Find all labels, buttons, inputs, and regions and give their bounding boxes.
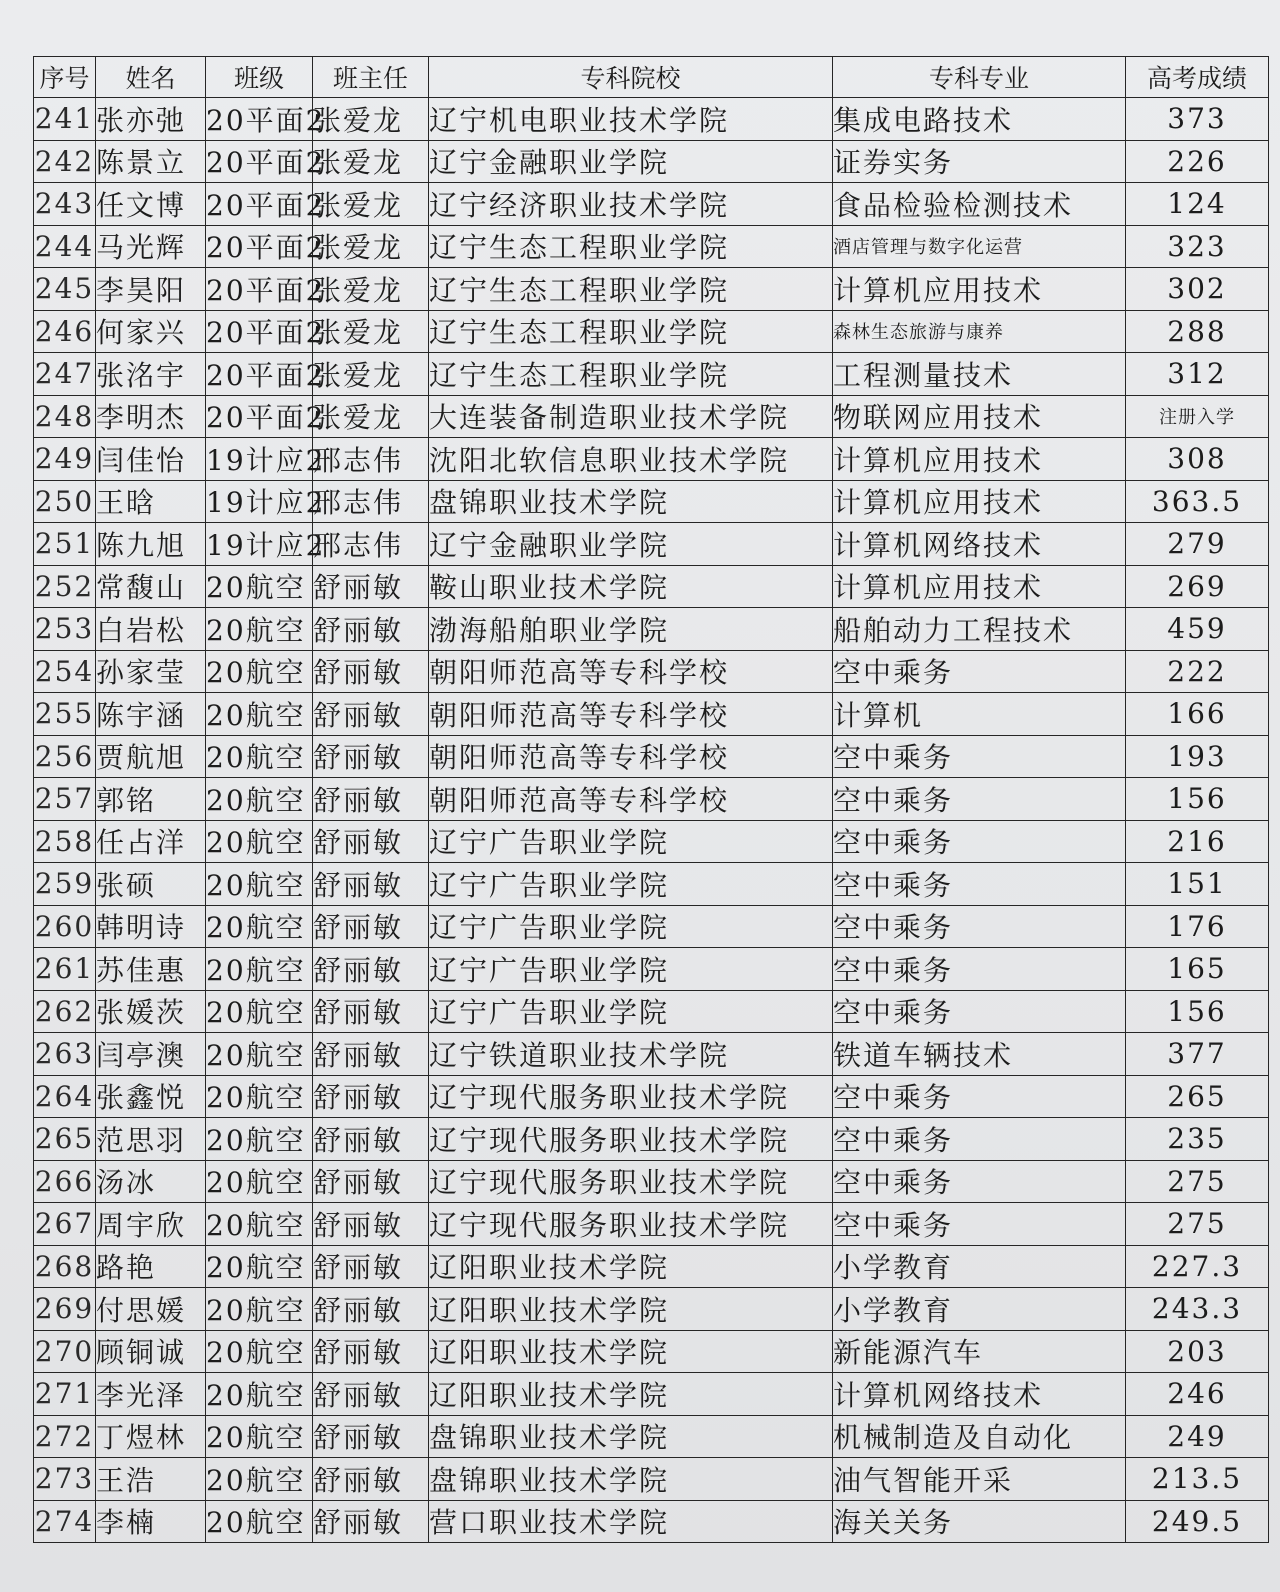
score-cell: 151 (1126, 863, 1269, 906)
seq-cell: 267 (34, 1203, 96, 1246)
college-cell: 辽宁金融职业学院 (429, 523, 833, 566)
class-cell: 20航空 (206, 1160, 313, 1203)
class-cell: 20平面2 (206, 225, 313, 268)
score-cell: 226 (1126, 140, 1269, 183)
student-name-cell: 丁煜林 (96, 1415, 206, 1458)
student-name-cell: 李明杰 (96, 395, 206, 438)
class-cell: 20航空 (206, 1075, 313, 1118)
college-cell: 辽宁生态工程职业学院 (429, 353, 833, 396)
score-cell: 249.5 (1126, 1500, 1269, 1543)
seq-cell: 243 (34, 183, 96, 226)
class-cell: 20航空 (206, 820, 313, 863)
class-cell: 20航空 (206, 1415, 313, 1458)
major-cell: 空中乘务 (833, 1118, 1126, 1161)
class-cell: 20航空 (206, 1203, 313, 1246)
student-name-cell: 贾航旭 (96, 735, 206, 778)
major-cell: 空中乘务 (833, 1203, 1126, 1246)
table-row (34, 735, 1269, 778)
college-cell: 辽宁现代服务职业技术学院 (429, 1075, 833, 1118)
major-cell: 铁道车辆技术 (833, 1033, 1126, 1076)
student-name-cell: 王晗 (96, 480, 206, 523)
teacher-cell: 张爱龙 (313, 225, 429, 268)
table-body (34, 98, 1269, 1543)
class-cell: 19计应2 (206, 480, 313, 523)
table-row (34, 948, 1269, 991)
student-name-cell: 顾铜诚 (96, 1330, 206, 1373)
college-cell: 辽宁金融职业学院 (429, 140, 833, 183)
seq-cell: 259 (34, 863, 96, 906)
college-cell: 辽宁广告职业学院 (429, 863, 833, 906)
major-cell: 空中乘务 (833, 1160, 1126, 1203)
student-name-cell: 陈宇涵 (96, 693, 206, 736)
student-name-cell: 张亦弛 (96, 98, 206, 141)
seq-cell: 262 (34, 990, 96, 1033)
table-header-row (34, 57, 1269, 98)
score-cell: 213.5 (1126, 1458, 1269, 1501)
score-cell: 243.3 (1126, 1288, 1269, 1331)
student-name-cell: 张媛茨 (96, 990, 206, 1033)
student-name-cell: 何家兴 (96, 310, 206, 353)
college-cell: 辽宁生态工程职业学院 (429, 225, 833, 268)
teacher-cell: 舒丽敏 (313, 1288, 429, 1331)
class-cell: 20平面2 (206, 268, 313, 311)
major-cell: 空中乘务 (833, 905, 1126, 948)
major-cell: 空中乘务 (833, 990, 1126, 1033)
table-row (34, 98, 1269, 141)
teacher-cell: 舒丽敏 (313, 1373, 429, 1416)
college-cell: 盘锦职业技术学院 (429, 480, 833, 523)
score-cell: 193 (1126, 735, 1269, 778)
major-cell: 空中乘务 (833, 820, 1126, 863)
college-cell: 鞍山职业技术学院 (429, 565, 833, 608)
header-class: 班级 (206, 57, 313, 98)
table-row (34, 1203, 1269, 1246)
college-cell: 辽宁生态工程职业学院 (429, 310, 833, 353)
admission-table (33, 56, 1269, 1543)
table-row (34, 565, 1269, 608)
seq-cell: 265 (34, 1118, 96, 1161)
student-name-cell: 韩明诗 (96, 905, 206, 948)
teacher-cell: 舒丽敏 (313, 608, 429, 651)
major-cell: 空中乘务 (833, 735, 1126, 778)
class-cell: 20航空 (206, 1118, 313, 1161)
student-name-cell: 张硕 (96, 863, 206, 906)
table-row (34, 523, 1269, 566)
major-cell: 计算机应用技术 (833, 268, 1126, 311)
class-cell: 20航空 (206, 735, 313, 778)
seq-cell: 242 (34, 140, 96, 183)
header-name: 姓名 (96, 57, 206, 98)
major-cell: 空中乘务 (833, 778, 1126, 821)
college-cell: 朝阳师范高等专科学校 (429, 693, 833, 736)
student-name-cell: 郭铭 (96, 778, 206, 821)
class-cell: 20航空 (206, 1373, 313, 1416)
table-row (34, 863, 1269, 906)
teacher-cell: 张爱龙 (313, 310, 429, 353)
major-cell: 食品检验检测技术 (833, 183, 1126, 226)
class-cell: 20航空 (206, 905, 313, 948)
class-cell: 20航空 (206, 863, 313, 906)
seq-cell: 250 (34, 480, 96, 523)
college-cell: 朝阳师范高等专科学校 (429, 735, 833, 778)
major-cell: 工程测量技术 (833, 353, 1126, 396)
seq-cell: 271 (34, 1373, 96, 1416)
seq-cell: 272 (34, 1415, 96, 1458)
table-row (34, 820, 1269, 863)
major-cell: 森林生态旅游与康养 (833, 310, 1126, 353)
score-cell: 注册入学 (1126, 395, 1269, 438)
table-row (34, 1288, 1269, 1331)
major-cell: 油气智能开采 (833, 1458, 1126, 1501)
teacher-cell: 舒丽敏 (313, 990, 429, 1033)
score-cell: 222 (1126, 650, 1269, 693)
class-cell: 20航空 (206, 990, 313, 1033)
class-cell: 20航空 (206, 650, 313, 693)
teacher-cell: 舒丽敏 (313, 905, 429, 948)
major-cell: 计算机 (833, 693, 1126, 736)
class-cell: 20航空 (206, 948, 313, 991)
student-name-cell: 路艳 (96, 1245, 206, 1288)
seq-cell: 247 (34, 353, 96, 396)
score-cell: 156 (1126, 778, 1269, 821)
score-cell: 275 (1126, 1203, 1269, 1246)
score-cell: 302 (1126, 268, 1269, 311)
major-cell: 空中乘务 (833, 948, 1126, 991)
major-cell: 计算机应用技术 (833, 438, 1126, 481)
major-cell: 空中乘务 (833, 1075, 1126, 1118)
table-row (34, 310, 1269, 353)
college-cell: 辽阳职业技术学院 (429, 1330, 833, 1373)
teacher-cell: 舒丽敏 (313, 1500, 429, 1543)
seq-cell: 248 (34, 395, 96, 438)
class-cell: 19计应2 (206, 523, 313, 566)
student-name-cell: 任占洋 (96, 820, 206, 863)
score-cell: 216 (1126, 820, 1269, 863)
student-name-cell: 闫亭澳 (96, 1033, 206, 1076)
table-row (34, 480, 1269, 523)
student-name-cell: 马光辉 (96, 225, 206, 268)
class-cell: 20航空 (206, 565, 313, 608)
table-row (34, 1458, 1269, 1501)
table-row (34, 1033, 1269, 1076)
table-row (34, 990, 1269, 1033)
student-name-cell: 孙家莹 (96, 650, 206, 693)
class-cell: 20航空 (206, 1033, 313, 1076)
teacher-cell: 张爱龙 (313, 140, 429, 183)
seq-cell: 252 (34, 565, 96, 608)
seq-cell: 270 (34, 1330, 96, 1373)
class-cell: 20航空 (206, 778, 313, 821)
student-name-cell: 李光泽 (96, 1373, 206, 1416)
seq-cell: 261 (34, 948, 96, 991)
score-cell: 275 (1126, 1160, 1269, 1203)
student-name-cell: 汤冰 (96, 1160, 206, 1203)
class-cell: 20平面2 (206, 395, 313, 438)
table-row (34, 268, 1269, 311)
college-cell: 辽阳职业技术学院 (429, 1245, 833, 1288)
student-name-cell: 陈九旭 (96, 523, 206, 566)
major-cell: 计算机网络技术 (833, 523, 1126, 566)
header-teacher: 班主任 (313, 57, 429, 98)
table-row (34, 1415, 1269, 1458)
teacher-cell: 舒丽敏 (313, 735, 429, 778)
table-row (34, 650, 1269, 693)
student-name-cell: 闫佳怡 (96, 438, 206, 481)
table-row (34, 183, 1269, 226)
table-row (34, 140, 1269, 183)
table-row (34, 1075, 1269, 1118)
score-cell: 308 (1126, 438, 1269, 481)
student-name-cell: 王浩 (96, 1458, 206, 1501)
class-cell: 20平面2 (206, 140, 313, 183)
score-cell: 124 (1126, 183, 1269, 226)
score-cell: 288 (1126, 310, 1269, 353)
seq-cell: 264 (34, 1075, 96, 1118)
major-cell: 小学教育 (833, 1288, 1126, 1331)
table-row (34, 1330, 1269, 1373)
major-cell: 空中乘务 (833, 863, 1126, 906)
score-cell: 377 (1126, 1033, 1269, 1076)
seq-cell: 257 (34, 778, 96, 821)
major-cell: 小学教育 (833, 1245, 1126, 1288)
class-cell: 20航空 (206, 1500, 313, 1543)
student-name-cell: 常馥山 (96, 565, 206, 608)
class-cell: 19计应2 (206, 438, 313, 481)
seq-cell: 241 (34, 98, 96, 141)
class-cell: 20航空 (206, 693, 313, 736)
seq-cell: 268 (34, 1245, 96, 1288)
seq-cell: 266 (34, 1160, 96, 1203)
major-cell: 计算机应用技术 (833, 480, 1126, 523)
score-cell: 235 (1126, 1118, 1269, 1161)
teacher-cell: 舒丽敏 (313, 1245, 429, 1288)
seq-cell: 246 (34, 310, 96, 353)
teacher-cell: 张爱龙 (313, 183, 429, 226)
college-cell: 辽宁机电职业技术学院 (429, 98, 833, 141)
score-cell: 227.3 (1126, 1245, 1269, 1288)
college-cell: 辽宁现代服务职业技术学院 (429, 1118, 833, 1161)
college-cell: 朝阳师范高等专科学校 (429, 650, 833, 693)
score-cell: 312 (1126, 353, 1269, 396)
major-cell: 酒店管理与数字化运营 (833, 225, 1126, 268)
seq-cell: 254 (34, 650, 96, 693)
seq-cell: 253 (34, 608, 96, 651)
table-row (34, 1373, 1269, 1416)
teacher-cell: 舒丽敏 (313, 948, 429, 991)
class-cell: 20航空 (206, 1245, 313, 1288)
class-cell: 20平面2 (206, 353, 313, 396)
student-name-cell: 李昊阳 (96, 268, 206, 311)
table-row (34, 1245, 1269, 1288)
teacher-cell: 邢志伟 (313, 523, 429, 566)
seq-cell: 260 (34, 905, 96, 948)
seq-cell: 269 (34, 1288, 96, 1331)
teacher-cell: 张爱龙 (313, 98, 429, 141)
seq-cell: 244 (34, 225, 96, 268)
college-cell: 辽阳职业技术学院 (429, 1288, 833, 1331)
table-row (34, 353, 1269, 396)
table-row (34, 905, 1269, 948)
seq-cell: 245 (34, 268, 96, 311)
student-name-cell: 范思羽 (96, 1118, 206, 1161)
college-cell: 沈阳北软信息职业技术学院 (429, 438, 833, 481)
teacher-cell: 舒丽敏 (313, 1458, 429, 1501)
teacher-cell: 张爱龙 (313, 353, 429, 396)
score-cell: 203 (1126, 1330, 1269, 1373)
college-cell: 朝阳师范高等专科学校 (429, 778, 833, 821)
college-cell: 辽宁广告职业学院 (429, 948, 833, 991)
college-cell: 渤海船舶职业学院 (429, 608, 833, 651)
seq-cell: 258 (34, 820, 96, 863)
college-cell: 辽阳职业技术学院 (429, 1373, 833, 1416)
table-row (34, 608, 1269, 651)
score-cell: 176 (1126, 905, 1269, 948)
college-cell: 辽宁经济职业技术学院 (429, 183, 833, 226)
score-cell: 156 (1126, 990, 1269, 1033)
student-name-cell: 陈景立 (96, 140, 206, 183)
student-name-cell: 张鑫悦 (96, 1075, 206, 1118)
table-row (34, 395, 1269, 438)
table-row (34, 438, 1269, 481)
college-cell: 辽宁广告职业学院 (429, 820, 833, 863)
major-cell: 机械制造及自动化 (833, 1415, 1126, 1458)
class-cell: 20平面2 (206, 183, 313, 226)
table-row (34, 693, 1269, 736)
score-cell: 166 (1126, 693, 1269, 736)
teacher-cell: 舒丽敏 (313, 693, 429, 736)
student-name-cell: 张洺宇 (96, 353, 206, 396)
score-cell: 459 (1126, 608, 1269, 651)
teacher-cell: 舒丽敏 (313, 1415, 429, 1458)
college-cell: 盘锦职业技术学院 (429, 1415, 833, 1458)
teacher-cell: 邢志伟 (313, 480, 429, 523)
major-cell: 计算机网络技术 (833, 1373, 1126, 1416)
seq-cell: 256 (34, 735, 96, 778)
table-row (34, 225, 1269, 268)
class-cell: 20平面2 (206, 98, 313, 141)
college-cell: 辽宁现代服务职业技术学院 (429, 1160, 833, 1203)
seq-cell: 274 (34, 1500, 96, 1543)
student-name-cell: 周宇欣 (96, 1203, 206, 1246)
teacher-cell: 舒丽敏 (313, 1118, 429, 1161)
major-cell: 新能源汽车 (833, 1330, 1126, 1373)
teacher-cell: 张爱龙 (313, 268, 429, 311)
teacher-cell: 张爱龙 (313, 395, 429, 438)
score-cell: 269 (1126, 565, 1269, 608)
college-cell: 辽宁铁道职业技术学院 (429, 1033, 833, 1076)
college-cell: 辽宁生态工程职业学院 (429, 268, 833, 311)
score-cell: 249 (1126, 1415, 1269, 1458)
teacher-cell: 舒丽敏 (313, 1160, 429, 1203)
class-cell: 20航空 (206, 608, 313, 651)
student-name-cell: 任文博 (96, 183, 206, 226)
table-row (34, 1500, 1269, 1543)
seq-cell: 251 (34, 523, 96, 566)
major-cell: 空中乘务 (833, 650, 1126, 693)
teacher-cell: 舒丽敏 (313, 863, 429, 906)
score-cell: 246 (1126, 1373, 1269, 1416)
teacher-cell: 舒丽敏 (313, 1203, 429, 1246)
score-cell: 323 (1126, 225, 1269, 268)
header-major: 专科专业 (833, 57, 1126, 98)
teacher-cell: 舒丽敏 (313, 1330, 429, 1373)
score-cell: 363.5 (1126, 480, 1269, 523)
teacher-cell: 邢志伟 (313, 438, 429, 481)
college-cell: 大连装备制造职业技术学院 (429, 395, 833, 438)
major-cell: 船舶动力工程技术 (833, 608, 1126, 651)
table-row (34, 778, 1269, 821)
class-cell: 20航空 (206, 1330, 313, 1373)
major-cell: 海关关务 (833, 1500, 1126, 1543)
score-cell: 279 (1126, 523, 1269, 566)
student-name-cell: 苏佳惠 (96, 948, 206, 991)
score-cell: 165 (1126, 948, 1269, 991)
class-cell: 20平面2 (206, 310, 313, 353)
teacher-cell: 舒丽敏 (313, 565, 429, 608)
seq-cell: 263 (34, 1033, 96, 1076)
header-school: 专科院校 (429, 57, 833, 98)
score-cell: 373 (1126, 98, 1269, 141)
major-cell: 证券实务 (833, 140, 1126, 183)
college-cell: 辽宁广告职业学院 (429, 905, 833, 948)
teacher-cell: 舒丽敏 (313, 820, 429, 863)
class-cell: 20航空 (206, 1288, 313, 1331)
table-row (34, 1118, 1269, 1161)
college-cell: 辽宁广告职业学院 (429, 990, 833, 1033)
score-cell: 265 (1126, 1075, 1269, 1118)
teacher-cell: 舒丽敏 (313, 1033, 429, 1076)
student-name-cell: 李楠 (96, 1500, 206, 1543)
header-seq: 序号 (34, 57, 96, 98)
class-cell: 20航空 (206, 1458, 313, 1501)
table-row (34, 1160, 1269, 1203)
student-name-cell: 白岩松 (96, 608, 206, 651)
major-cell: 计算机应用技术 (833, 565, 1126, 608)
seq-cell: 249 (34, 438, 96, 481)
major-cell: 集成电路技术 (833, 98, 1126, 141)
teacher-cell: 舒丽敏 (313, 778, 429, 821)
teacher-cell: 舒丽敏 (313, 1075, 429, 1118)
student-name-cell: 付思媛 (96, 1288, 206, 1331)
college-cell: 营口职业技术学院 (429, 1500, 833, 1543)
teacher-cell: 舒丽敏 (313, 650, 429, 693)
seq-cell: 273 (34, 1458, 96, 1501)
college-cell: 盘锦职业技术学院 (429, 1458, 833, 1501)
college-cell: 辽宁现代服务职业技术学院 (429, 1203, 833, 1246)
seq-cell: 255 (34, 693, 96, 736)
major-cell: 物联网应用技术 (833, 395, 1126, 438)
header-score: 高考成绩 (1126, 57, 1269, 98)
